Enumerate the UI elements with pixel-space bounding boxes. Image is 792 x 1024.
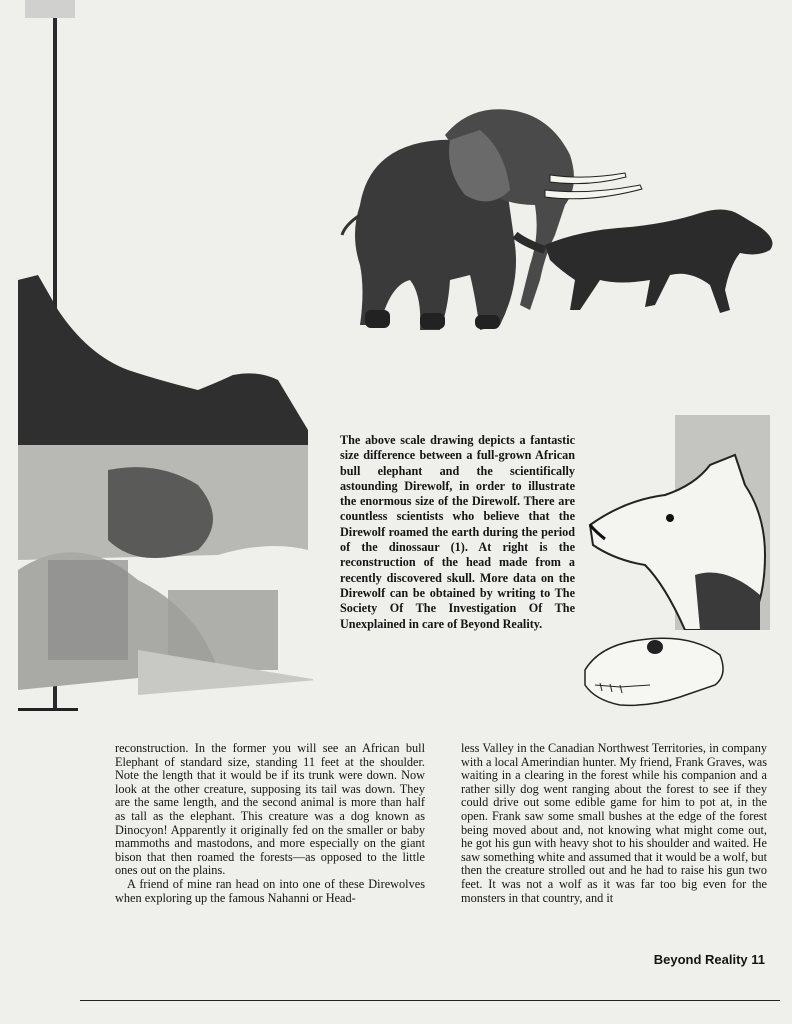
scan-smudge xyxy=(25,0,75,18)
article-paragraph: less Valley in the Canadian Northwest Territories, in company with a local Amerindian hunter. My friend, Frank Graves, was waiting in a clearing in the forest while his companion and a rather silly dog went ranging about the forest to see if they could drive out some edible game for him to pot at, in the open. Frank saw some small bushes at the edge of the forest being moved about and, not knowing what might come out, he got his gun with heavy shot to his shoulder and waited. He saw something white and assumed that it would be a wolf, but then the creature strolled out and he had to raise his gun two feet. It was not a wolf as it was far too big even for the monsters in that country, and it xyxy=(461,741,768,905)
illustration-caption: The above scale drawing depicts a fantastic size difference between a full-grown African bull elephant and the scientifically astounding Direwolf, in order to illustrate the enormous size of the Direwolf. There are countless scientists who believe that the Direwolf roamed the earth during the period of the dinossaur (1). At right is the reconstruction of the head made from a recently discovered skull. More data on the Direwolf can be obtained by writing to The Society Of The Investigation Of The Unexplained in care of Beyond Reality. xyxy=(340,433,575,631)
landscape-base-rule xyxy=(18,708,78,711)
page-footer: Beyond Reality 11 xyxy=(653,952,765,967)
article-paragraph: A friend of mine ran head on into one of these Direwolves when exploring up the famous Nahanni or Head- xyxy=(115,876,425,905)
article-column-right xyxy=(461,742,767,905)
skull-drawing xyxy=(580,625,730,715)
article-column-left xyxy=(115,742,425,905)
landscape-illustration xyxy=(18,270,313,705)
footer-rule xyxy=(80,1000,780,1001)
article-paragraph: reconstruction. In the former you will see an African bull Elephant of standard size, standing 11 feet at the shoulder. Note the length that it would be if its trunk were down. Now look at the other creature, supposing its tail was down. They are the same length, and the second animal is more than half as tall as the elephant. This creature was a dog known as Dinocyon! Apparently it originally fed on the smaller or baby mammoths and mastodons, and more especially on the giant bison that then roamed the forests—as opposed to the little ones out on the plains. xyxy=(115,741,425,878)
wolf-head-reconstruction xyxy=(585,415,770,630)
elephant-direwolf-illustration xyxy=(330,95,785,345)
